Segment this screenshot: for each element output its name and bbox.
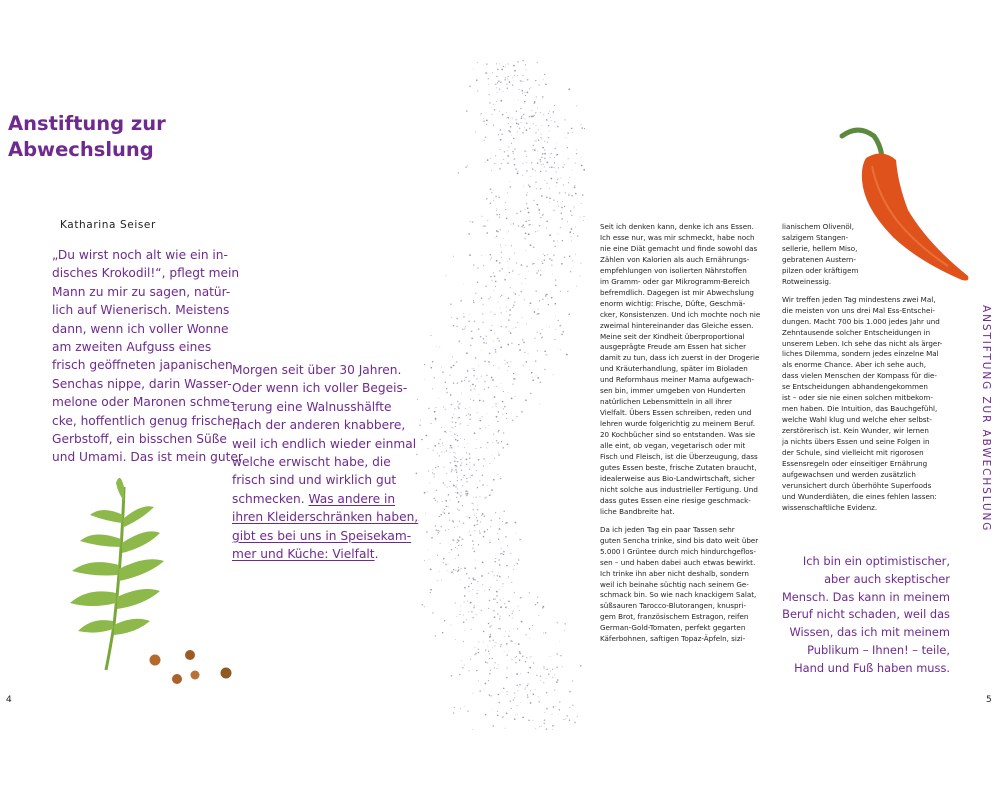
pull-quote-line: Wissen, das ich mit meinem	[789, 625, 950, 640]
intro-line: nach der anderen knabbere,	[232, 418, 406, 433]
intro-line: am zweiten Aufguss eines	[52, 340, 212, 355]
intro-line: Oder wenn ich voller Begeis-	[232, 381, 408, 396]
body-line: cker, Konsistenzen. Und ich mochte noch nie	[600, 309, 761, 319]
body-line: die meisten von uns drei Mal Ess-Entschei-	[782, 305, 935, 315]
highlighted-statement: ihren Kleiderschränken haben,	[232, 510, 419, 525]
body-line: süßsauren Tarocco-Blutorangen, knuspri-	[600, 601, 747, 611]
chili-pepper-icon	[836, 126, 976, 286]
body-line: sellerie, hellem Miso,	[782, 243, 858, 253]
intro-line: dann, wenn ich voller Wonne	[52, 321, 229, 336]
body-line: 20 Kochbücher sind so entstanden. Was sie	[600, 430, 756, 440]
body-line: nicht solche aus industrieller Fertigung. Und	[600, 484, 758, 494]
intro-line: terung eine Walnusshälfte	[232, 399, 392, 414]
body-line: ja nichts übers Essen und seine Folgen in	[782, 437, 930, 447]
body-line: enorm wichtig: Frische, Düfte, Geschmä-	[600, 298, 746, 308]
body-line: und Reformhaus meiner Mama aufgewach-	[600, 375, 755, 385]
page-title	[8, 111, 166, 163]
body-line: Seit ich denken kann, denke ich ans Essen.	[600, 222, 754, 231]
body-line: zweimal hintereinander das Gleiche essen.	[600, 320, 754, 330]
body-line: salzigem Stangen-	[782, 232, 849, 242]
body-line: weil ich beinahe süchtig nach seinem Ge-	[600, 579, 749, 589]
body-line: gutes Essen beste, frische Zutaten braucht,	[600, 462, 757, 472]
page-number-left: 4	[6, 695, 12, 705]
body-line: Käferbohnen, saftigen Topaz-Äpfeln, sizi-	[600, 634, 746, 644]
body-line: als enorme Chance. Aber ich sehe auch,	[782, 360, 926, 370]
highlighted-statement: gibt es bei uns in Speisekam-	[232, 528, 412, 543]
body-line: Meine seit der Kindheit überproportional	[600, 331, 745, 341]
body-line: Vielfalt. Übers Essen schreiben, reden und	[600, 408, 752, 418]
intro-line: welche erwischt habe, die	[232, 455, 391, 470]
body-line: Rotweinessig.	[782, 276, 832, 286]
body-line: der Schule, sind vielleicht mit rigorosen	[782, 448, 924, 458]
body-line: im Gramm- oder gar Mikrogramm-Bereich	[600, 276, 750, 286]
body-line: guten Sencha trinke, sind bis dato weit über	[600, 535, 759, 545]
body-line: Essensregeln oder einseitiger Ernährung	[782, 459, 928, 469]
body-line: 5.000 l Grüntee durch mich hindurchgeflos-	[600, 546, 756, 556]
body-line: idealerweise aus Bio-Landwirtschaft, sicher	[600, 473, 755, 483]
body-line: damit zu tun, dass ich zuerst in der Drogerie	[600, 353, 760, 363]
body-line: welche Wahl klug und welche eher selbst-	[782, 415, 932, 425]
pull-quote-line: Hand und Fuß haben muss.	[794, 660, 950, 675]
highlighted-statement: Was andere in	[308, 491, 396, 506]
intro-line: weil ich endlich wieder einmal	[232, 436, 417, 451]
intro-line: Morgen seit über 30 Jahren.	[232, 363, 402, 377]
body-line: sen bin, immer umgeben von Hunderten	[600, 386, 746, 396]
pull-quote-line: Mensch. Das kann in meinem	[781, 589, 950, 604]
intro-line: frisch geöffneten japanischen	[52, 358, 233, 373]
body-line: empfehlungen von isolierten Nährstoffen	[600, 265, 747, 275]
intro-line: frisch sind und wirklich gut	[232, 473, 397, 488]
body-line: Da ich jeden Tag ein paar Tassen sehr	[600, 524, 735, 534]
body-line: Zählen von Kalorien als auch Ernährungs-	[600, 254, 750, 264]
title-line-1: Anstiftung zur	[8, 112, 166, 135]
body-line: Zehntausende solcher Entscheidungen in	[782, 327, 931, 337]
body-line: aufgewachsen und werden zusätzlich	[782, 469, 916, 479]
body-line: schmack bin. So wie nach knackigem Salat,	[600, 590, 757, 600]
pull-quote-line: Ich bin ein optimistischer,	[802, 554, 950, 568]
speckle-texture	[415, 60, 585, 730]
pull-quote-line: Beruf nicht schaden, weil das	[782, 607, 950, 622]
body-line: unserem Leben. Ich sehe das nicht als ärger-	[782, 338, 943, 348]
body-line: German-Gold-Tomaten, perfekt gegarten	[600, 623, 746, 633]
intro-line: melone oder Maronen schme-	[52, 395, 235, 410]
body-line: gem Brot, französischem Estragon, reifen	[600, 612, 749, 622]
pull-quote-line: aber auch skeptischer	[824, 571, 950, 586]
body-line: gebratenen Austern-	[782, 254, 856, 264]
body-line: se Entscheidungen abhandengekommen	[782, 382, 928, 392]
body-line: sen – und haben dabei auch etwas bewirkt.	[600, 557, 756, 567]
intro-line: lich auf Wienerisch. Meistens	[52, 303, 230, 318]
body-line: liche Bandbreite hat.	[600, 506, 675, 516]
body-line: dass gutes Essen eine riesige geschmack-	[600, 495, 751, 505]
body-line: ausgeprägte Freude am Essen hat sicher	[600, 342, 747, 352]
author-name: Katharina Seiser	[60, 219, 156, 231]
body-line: Ich trinke ihn aber nicht deshalb, sondern	[600, 568, 749, 578]
body-line: men haben. Die Intuition, das Bauchgefühl,	[782, 404, 938, 414]
body-line: lianischem Olivenöl,	[782, 222, 854, 231]
highlighted-statement: mer und Küche: Vielfalt	[232, 547, 375, 562]
intro-line: Senchas nippe, darin Wasser-	[52, 376, 232, 391]
intro-column-1	[52, 246, 243, 467]
intro-line: „Du wirst noch alt wie ein in-	[52, 248, 228, 262]
body-line: Fisch und Fleisch, ist die Überzeugung, dass	[600, 452, 758, 462]
intro-line: Mann zu mir zu sagen, natür-	[52, 284, 231, 299]
body-line: alle eint, ob vegan, vegetarisch oder mit	[600, 441, 746, 451]
intro-line: und Umami. Das ist mein guter	[52, 450, 243, 465]
body-line: Ich esse nur, was mir schmeckt, habe noch	[600, 232, 755, 242]
intro-line	[232, 490, 412, 508]
intro-line: Gerbstoff, ein bisschen Süße	[52, 432, 227, 447]
body-line: dungen. Macht 700 bis 1.000 jedes Jahr und	[782, 316, 940, 326]
pull-quote	[750, 553, 950, 678]
pull-quote-line: Publikum – Ihnen! – teile,	[807, 642, 950, 657]
intro-column-2	[232, 361, 419, 563]
intro-line	[232, 545, 412, 563]
intro-text: .	[374, 547, 379, 562]
body-line: pilzen oder kräftigem	[782, 265, 859, 275]
body-line: zerstörerisch ist. Kein Wunder, wir lernen	[782, 426, 929, 436]
intro-line: disches Krokodil!“, pflegt mein	[52, 266, 240, 281]
intro-line: cke, hoffentlich genug frischen	[52, 413, 241, 428]
intro-text: schmecken.	[232, 491, 309, 506]
page-number-right: 5	[986, 695, 992, 705]
body-line: dass vielen Menschen der Kompass für die-	[782, 371, 937, 381]
body-line: und Wunderdiäten, die eines fehlen lassen:	[782, 491, 937, 501]
body-line: befremdlich. Dagegen ist mir Abwechslung	[600, 287, 754, 297]
body-line: verunsichert durch überhöhte Superfoods	[782, 480, 932, 490]
body-line: liches Dilemma, sondern jedes einzelne Mal	[782, 349, 939, 359]
body-line: ist – oder sie nie einen solchen mitbekom-	[782, 393, 933, 403]
pepper-grains-icon	[140, 645, 240, 690]
running-header: ANSTIFTUNG ZUR ABWECHSLUNG	[980, 305, 992, 533]
body-line: Wir treffen jeden Tag mindestens zwei Mal,	[782, 294, 936, 304]
body-line: lehren wurde folgerichtig zu meinem Beruf.	[600, 419, 756, 429]
body-line: und Kräuterhandlung, später im Bioladen	[600, 364, 748, 374]
title-line-2: Abwechslung	[8, 138, 154, 161]
body-line: nie eine Diät gemacht und finde sowohl das	[600, 243, 758, 253]
body-line: natürlichen Lebensmitteln in all ihrer	[600, 397, 732, 407]
body-line: wissenschaftliche Evidenz.	[782, 502, 878, 512]
